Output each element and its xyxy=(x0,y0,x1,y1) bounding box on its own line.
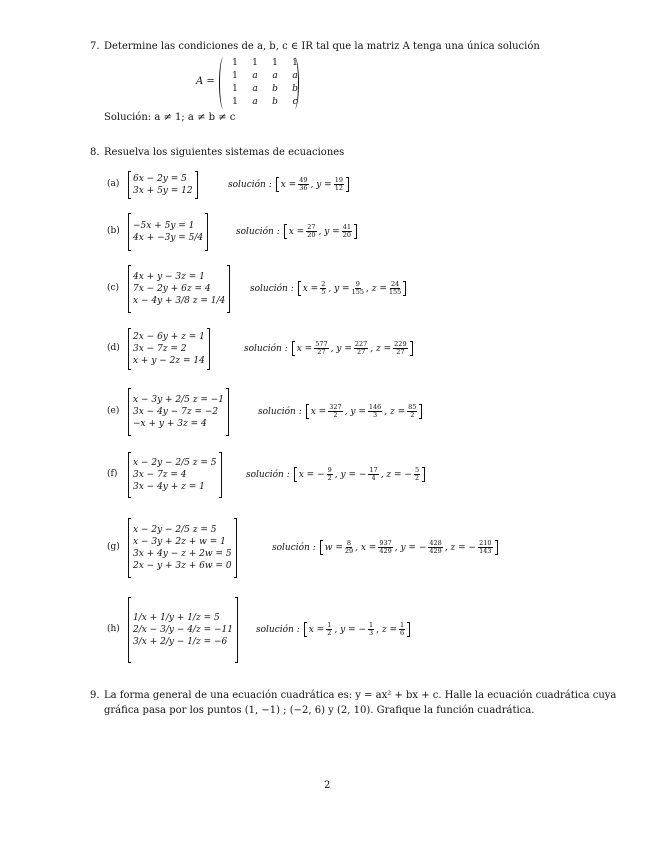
fraction: $\frac{1}{3}$ xyxy=(369,621,374,637)
solution-word: solución : xyxy=(272,542,316,553)
equation: 3x + 4y − z + 2w = 5 xyxy=(133,549,232,559)
equation: 4x + −3y = 5/4 xyxy=(133,233,204,243)
solution-word: solución : xyxy=(244,343,288,354)
matrix-cell: a xyxy=(252,71,258,81)
equation-system xyxy=(128,388,229,436)
matrix-cell: a xyxy=(272,71,278,81)
equation: 1/x + 1/y + 1/z = 5 xyxy=(133,613,220,623)
fraction: $\frac{227}{27}$ xyxy=(354,340,368,356)
matrix-cell: 1 xyxy=(272,58,278,68)
fraction: $\frac{327}{2}$ xyxy=(329,403,342,419)
system-solution: solución : x = − $\frac{9}{2}$ , y = − $\frac{17}{4}$ , z = − $\frac{5}{2}$ xyxy=(246,467,425,482)
equation: x − 2y − 2/5 z = 5 xyxy=(133,525,217,535)
system-label: (e) xyxy=(107,406,120,416)
fraction: $\frac{49}{36}$ xyxy=(299,176,308,192)
system-solution: solución : x = $\frac{27}{20}$ , y = $\frac{41}{20}$ xyxy=(236,224,357,239)
system-solution: solución : w = $\frac{8}{29}$ , x = $\frac{937}{429}$ , y = − $\frac{428}{429}$ , z = − $\frac{210}{143}$ xyxy=(272,540,498,555)
problem-8-statement: Resuelva los siguientes sistemas de ecuaciones xyxy=(104,147,345,158)
matrix-cell: 1 xyxy=(232,58,238,68)
equation: 2x − 6y + z = 1 xyxy=(133,332,205,342)
matrix-cell: b xyxy=(272,84,278,94)
system-label: (g) xyxy=(107,542,120,552)
system-label: (d) xyxy=(107,343,120,353)
fraction: $\frac{1}{6}$ xyxy=(400,621,405,637)
matrix-cell: 1 xyxy=(232,84,238,94)
solution-word: solución : xyxy=(236,226,280,237)
matrix-cell: 1 xyxy=(232,71,238,81)
system-solution: solución : x = $\frac{49}{36}$ , y = $\frac{19}{12}$ xyxy=(228,177,349,192)
fraction: $\frac{577}{27}$ xyxy=(315,340,328,356)
fraction: $\frac{2}{5}$ xyxy=(321,280,326,296)
equation: −5x + 5y = 1 xyxy=(133,221,195,231)
equation-system xyxy=(128,452,222,498)
solution-word: solución : xyxy=(250,283,294,294)
equation: 6x − 2y = 5 xyxy=(133,174,187,184)
matrix-cell: 1 xyxy=(292,58,298,68)
solution-word: solución : xyxy=(246,469,290,480)
equation: 3x − 7z = 2 xyxy=(133,344,187,354)
problem-7-statement: Determine las condiciones de a, b, c ∈ IR tal que la matriz A tenga una única solución xyxy=(104,41,540,52)
equation: 4x + y − 3z = 1 xyxy=(133,272,205,282)
system-solution: solución : x = $\frac{1}{2}$ , y = − $\frac{1}{3}$ , z = $\frac{1}{6}$ xyxy=(256,622,410,637)
matrix-cell: b xyxy=(272,97,278,107)
fraction: $\frac{24}{155}$ xyxy=(388,280,402,296)
system-label: (a) xyxy=(107,179,120,189)
equation-system xyxy=(128,171,198,199)
solution-word: solución : xyxy=(256,624,300,635)
fraction: $\frac{1}{2}$ xyxy=(327,621,332,637)
equation: 3/x + 2/y − 1/z = −6 xyxy=(133,637,228,647)
system-label: (h) xyxy=(107,624,120,634)
matrix-label: A = xyxy=(196,76,215,87)
equation: x − 2y − 2/5 z = 5 xyxy=(133,458,217,468)
matrix-cell: 1 xyxy=(252,58,258,68)
fraction: $\frac{9}{155}$ xyxy=(351,280,365,296)
fraction: $\frac{85}{2}$ xyxy=(408,403,417,419)
problem-9-line-2: gráfica pasa por los puntos (1, −1) ; (−2, 6) y (2, 10). Grafique la función cuadrática. xyxy=(104,705,535,716)
fraction: $\frac{41}{20}$ xyxy=(342,223,352,239)
matrix-cell: a xyxy=(252,84,258,94)
equation-system xyxy=(128,265,230,313)
matrix-A xyxy=(225,58,305,108)
equation: 7x − 2y + 6z = 4 xyxy=(133,284,211,294)
system-solution: solución : x = $\frac{327}{2}$ , y = $\frac{146}{3}$ , z = $\frac{85}{2}$ xyxy=(258,404,422,419)
fraction: $\frac{146}{3}$ xyxy=(368,403,382,419)
equation: x + y − 2z = 14 xyxy=(133,356,205,366)
fraction: $\frac{17}{4}$ xyxy=(369,466,378,482)
fraction: $\frac{229}{27}$ xyxy=(394,340,407,356)
fraction: $\frac{937}{429}$ xyxy=(379,539,392,555)
equation: 3x − 4y + z = 1 xyxy=(133,482,205,492)
solution-word: solución : xyxy=(258,406,302,417)
equation: x − 3y + 2z + w = 1 xyxy=(133,537,226,547)
matrix-cell: a xyxy=(292,71,298,81)
equation: x − 4y + 3/8 z = 1/4 xyxy=(133,296,226,306)
equation: 3x + 5y = 12 xyxy=(133,186,193,196)
equation: 3x − 7z = 4 xyxy=(133,470,187,480)
system-solution: solución : x = $\frac{577}{27}$ , y = $\frac{227}{27}$ , z = $\frac{229}{27}$ xyxy=(244,341,413,356)
fraction: $\frac{8}{29}$ xyxy=(344,539,354,555)
equation-system xyxy=(128,518,237,578)
equation: 3x − 4y − 7z = −2 xyxy=(133,407,219,417)
equation: x − 3y + 2/5 z = −1 xyxy=(133,395,225,405)
system-label: (f) xyxy=(107,469,118,479)
fraction: $\frac{210}{143}$ xyxy=(479,539,492,555)
fraction: $\frac{5}{2}$ xyxy=(414,466,420,482)
equation-system xyxy=(128,597,238,663)
equation-system xyxy=(128,213,208,251)
matrix-cell: c xyxy=(292,97,298,107)
problem-7-number: 7. xyxy=(90,41,100,52)
system-solution: solución : x = $\frac{2}{5}$ , y = $\frac{9}{155}$ , z = $\frac{24}{155}$ xyxy=(250,281,406,296)
equation: 2/x − 3/y − 4/z = −11 xyxy=(133,625,233,635)
fraction: $\frac{9}{2}$ xyxy=(327,466,332,482)
solution-word: solución : xyxy=(228,179,272,190)
matrix-cell: b xyxy=(292,84,298,94)
problem-9-line-1: La forma general de una ecuación cuadrática es: y = ax² + bx + c. Halle la ecuación cuadrática cuya xyxy=(104,690,617,701)
problem-8-number: 8. xyxy=(90,147,100,158)
matrix-cell: a xyxy=(252,97,258,107)
system-label: (c) xyxy=(107,283,120,293)
problem-7-solution: Solución: a ≠ 1; a ≠ b ≠ c xyxy=(104,112,236,123)
fraction: $\frac{27}{20}$ xyxy=(307,223,316,239)
equation: −x + y + 3z = 4 xyxy=(133,419,207,429)
page-number: 2 xyxy=(324,780,331,791)
problem-9-number: 9. xyxy=(90,690,100,701)
system-label: (b) xyxy=(107,226,120,236)
equation-system xyxy=(128,328,210,370)
matrix-cell: 1 xyxy=(232,97,238,107)
equation: 2x − y + 3z + 6w = 0 xyxy=(133,561,232,571)
fraction: $\frac{428}{429}$ xyxy=(429,539,442,555)
fraction: $\frac{19}{12}$ xyxy=(334,176,344,192)
